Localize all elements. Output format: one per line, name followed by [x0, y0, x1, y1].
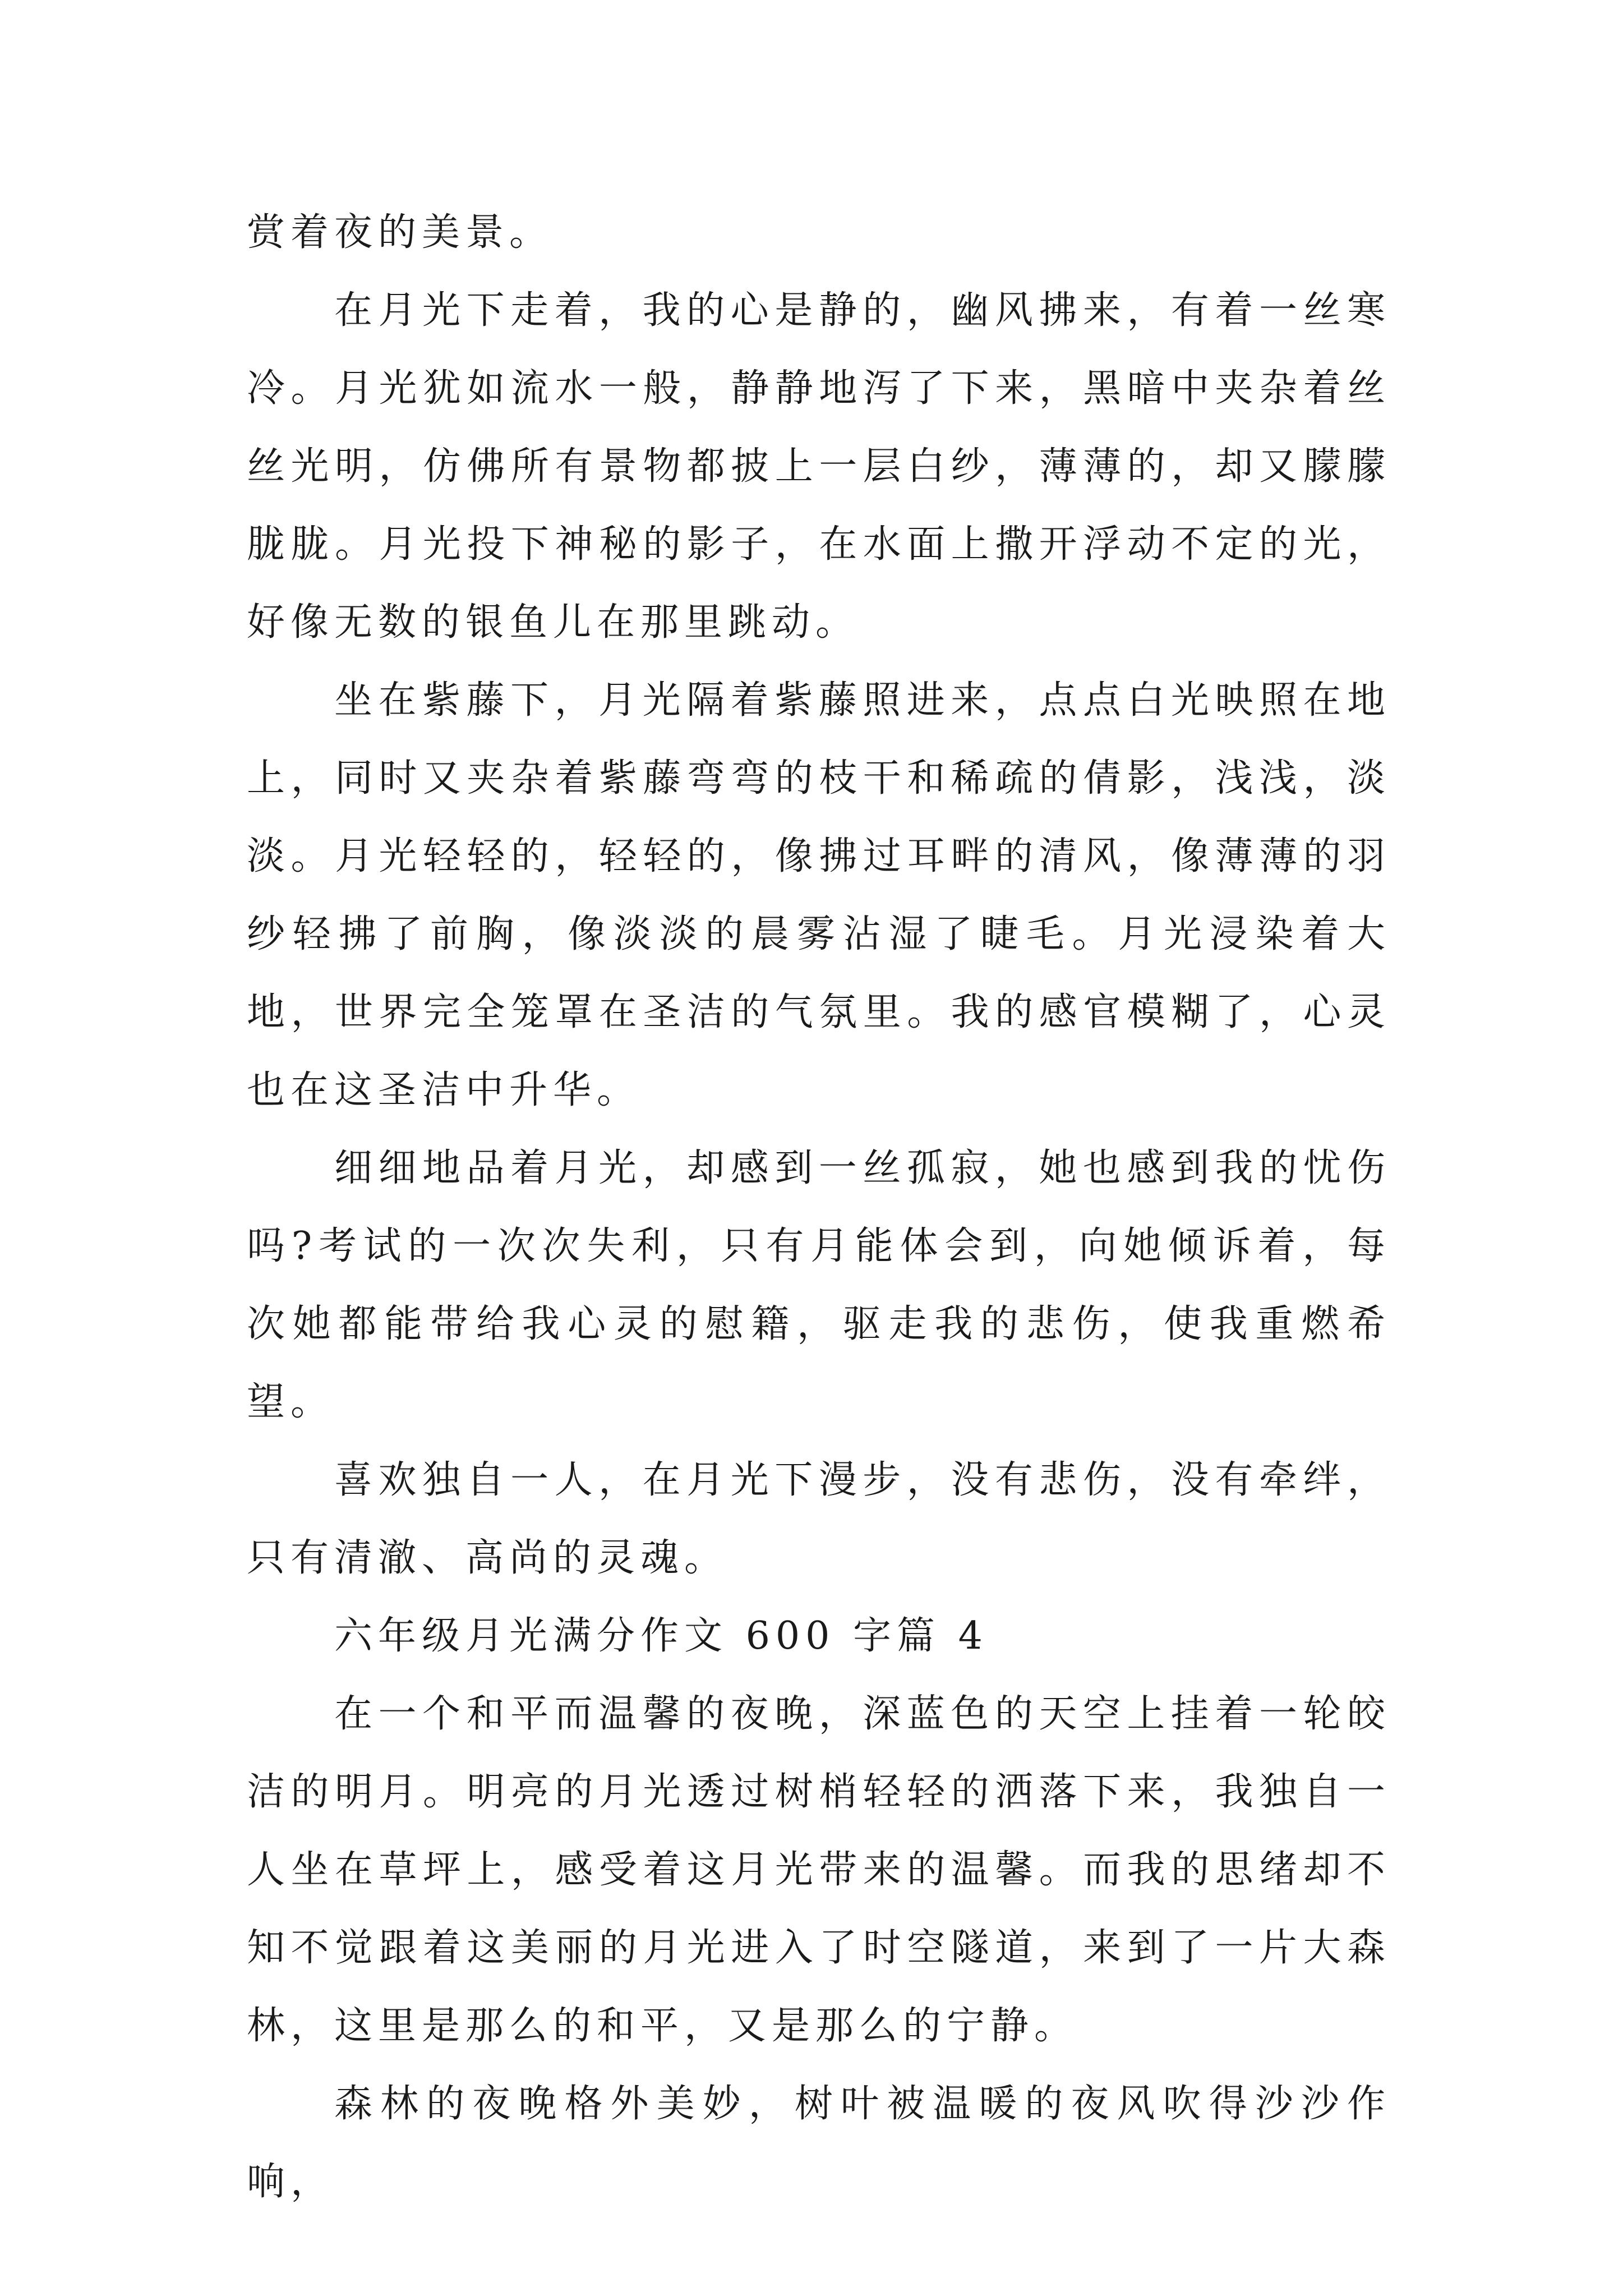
paragraph: 森林的夜晚格外美妙，树叶被温暖的夜风吹得沙沙作响， [247, 2082, 1391, 2204]
paragraph: 在月光下走着，我的心是静的，幽风拂来，有着一丝寒冷。月光犹如流水一般，静静地泻了下来，黑暗中夹杂着丝丝光明，仿佛所有景物都披上一层白纱，薄薄的，却又朦朦胧胧。月光投下神秘的影子，在水面上撒开浮动不定的光，好像无数的银鱼儿在那里跳动。 [247, 288, 1391, 645]
paragraph: 坐在紫藤下，月光隔着紫藤照进来，点点白光映照在地上，同时又夹杂着紫藤弯弯的枝干和稀疏的倩影，浅浅，淡淡。月光轻轻的，轻轻的，像拂过耳畔的清风，像薄薄的羽纱轻拂了前胸，像淡淡的晨雾沾湿了睫毛。月光浸染着大地，世界完全笼罩在圣洁的气氛里。我的感官模糊了，心灵也在这圣洁中升华。 [247, 678, 1391, 1112]
section-heading: 六年级月光满分作文 600 字篇 4 [334, 1614, 988, 1658]
paragraph: 喜欢独自一人，在月光下漫步，没有悲伤，没有牵绊，只有清澈、高尚的灵魂。 [247, 1458, 1391, 1580]
document-body [247, 194, 1391, 2221]
paragraph: 在一个和平而温馨的夜晚，深蓝色的天空上挂着一轮皎洁的明月。明亮的月光透过树梢轻轻的洒落下来，我独自一人坐在草坪上，感受着这月光带来的温馨。而我的思绪却不知不觉跟着这美丽的月光进入了时空隧道，来到了一片大森林，这里是那么的和平，又是那么的宁静。 [247, 1692, 1391, 2048]
paragraph-continued: 赏着夜的美景。 [247, 210, 554, 255]
paragraph: 细细地品着月光，却感到一丝孤寂，她也感到我的忧伤吗?考试的一次次失利，只有月能体会到，向她倾诉着，每次她都能带给我心灵的慰籍，驱走我的悲伤，使我重燃希望。 [247, 1146, 1391, 1424]
